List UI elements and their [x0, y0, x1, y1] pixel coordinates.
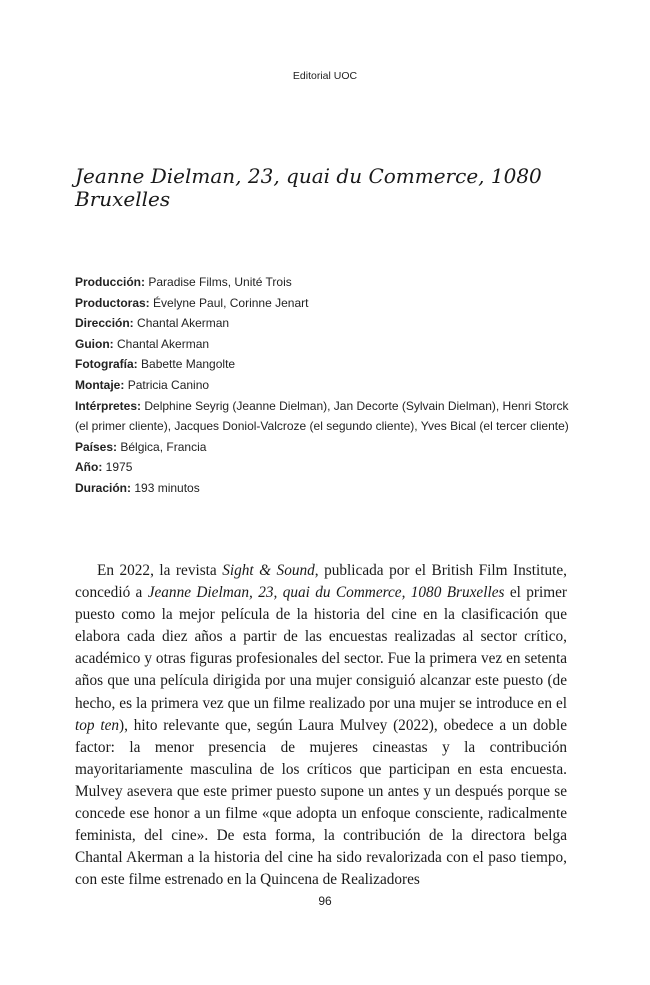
- credit-value: Chantal Akerman: [117, 336, 210, 351]
- credit-value: Chantal Akerman: [137, 316, 230, 331]
- text-run: , publicada por el British Film Institute, concedió a: [75, 562, 567, 602]
- credit-countries: [75, 437, 575, 458]
- credit-label: Producción:: [75, 275, 146, 289]
- credit-label: Países:: [75, 439, 118, 454]
- running-head: Editorial UOC: [292, 70, 358, 82]
- credit-value: Paradise Films, Unité Trois: [148, 275, 292, 289]
- magazine-title: Sight & Sound: [222, 562, 315, 579]
- credit-editing: [75, 375, 575, 396]
- film-title: Jeanne Dielman, 23, quai du Commerce, 1080 Bruxelles: [75, 164, 542, 211]
- text-run: el primer puesto como la mejor película de la historia del cine en la clasificación que elabora cada diez años a partir de las encuestas realizadas al sector crítico, académico y otras figuras profesionales del sector. Fue la primera vez en setenta años que una película dirigida por una mujer consiguió alcanzar este puesto (de hecho, es la primera vez que un filme realizado por una mujer se introduce en el: [75, 584, 567, 712]
- credit-label: Productoras:: [75, 295, 150, 310]
- credit-value: 193 minutos: [134, 480, 200, 495]
- credit-photography: [75, 354, 575, 375]
- credit-label: Montaje:: [75, 377, 125, 392]
- credit-value: Bélgica, Francia: [120, 439, 207, 454]
- credit-cast: [75, 396, 575, 437]
- credit-label: Intérpretes:: [75, 398, 142, 413]
- credit-label: Dirección:: [75, 316, 134, 331]
- text-run: En 2022, la revista: [97, 562, 223, 579]
- film-title-inline: Jeanne Dielman, 23, quai du Commerce, 1080 Bruxelles: [147, 584, 505, 602]
- credit-duration: [75, 478, 575, 499]
- credit-year: [75, 457, 575, 478]
- credit-production: [75, 272, 575, 293]
- credit-value: Babette Mangolte: [141, 357, 236, 372]
- credit-script: [75, 334, 575, 355]
- body-paragraph: [75, 560, 567, 891]
- credit-label: Fotografía:: [75, 357, 138, 372]
- credit-value: Évelyne Paul, Corinne Jenart: [153, 295, 309, 310]
- credit-label: Año:: [75, 460, 103, 475]
- emphasis-term: top ten: [75, 716, 120, 734]
- credit-label: Duración:: [75, 480, 132, 495]
- credit-label: Guion:: [75, 336, 114, 351]
- credits-list: [75, 272, 575, 499]
- page-number: 96: [318, 894, 332, 908]
- credit-direction: [75, 313, 575, 334]
- credit-value: 1975: [105, 460, 133, 475]
- text-run: ), hito relevante que, según Laura Mulvey (2022), obedece a un doble factor: la menor presencia de mujeres cineastas y la contribución mayoritariamente masculina de los críticos que participan en esta encuesta. Mulvey asevera que este primer puesto supone un antes y un después porque se concede ese honor a un filme «que adopta un enfoque consciente, radicalmente feminista, del cine». De esta forma, la contribución de la directora belga Chantal Akerman a la historia del cine ha sido revalorizada con el paso tiempo, con este filme estrenado en la Quincena de Realizadores: [75, 716, 567, 889]
- credit-value: Delphine Seyrig (Jeanne Dielman), Jan Decorte (Sylvain Dielman), Henri Storck (el primer cliente), Jacques Doniol-Valcroze (el segundo cliente), Yves Bical (el tercer cliente): [75, 398, 569, 434]
- credit-producers: [75, 293, 575, 314]
- credit-value: Patricia Canino: [127, 377, 210, 392]
